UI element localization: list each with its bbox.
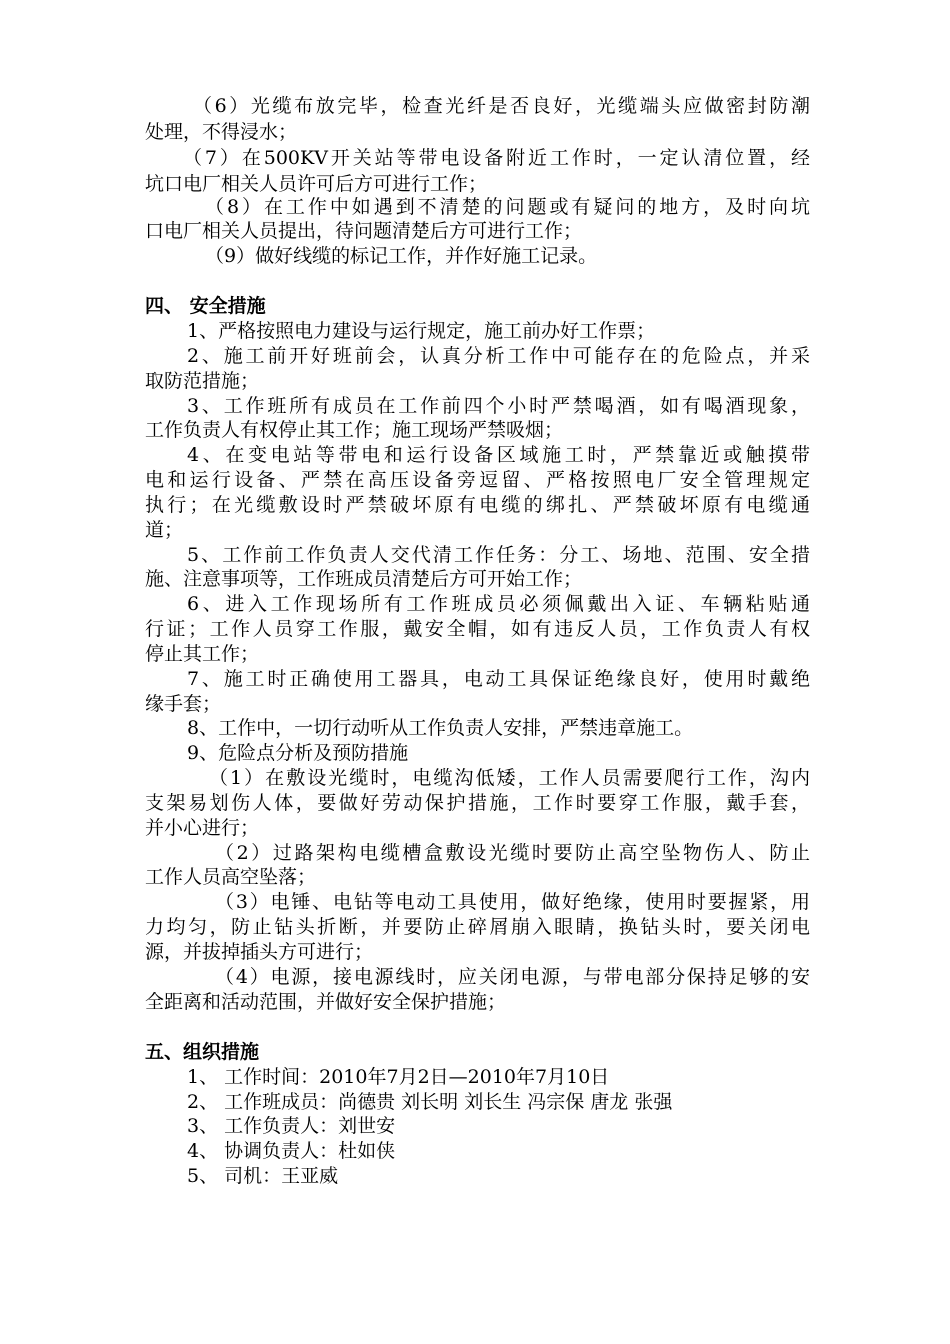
paragraph-line: 取防范措施； [145,370,260,392]
paragraph-line: 电和运行设备、严禁在高压设备旁逗留、严格按照电厂安全管理规定 [145,469,810,491]
paragraph-line: （3）电锤、电钻等电动工具使用，做好绝缘，使用时要握紧，用 [215,891,810,913]
paragraph-line: 1、严格按照电力建设与运行规定，施工前办好工作票； [187,320,656,342]
paragraph-line: 9、危险点分析及预防措施 [187,742,409,764]
paragraph-line: 支架易划伤人体，要做好劳动保护措施，工作时要穿工作服，戴手套， [145,792,810,814]
paragraph-line: 处理，不得浸水； [145,121,298,143]
paragraph-line: 口电厂相关人员提出，待问题清楚后方可进行工作； [145,220,583,242]
paragraph-line: 3、工作班所有成员在工作前四个小时严禁喝酒，如有喝酒现象， [187,395,810,417]
section-heading-organization: 五、组织措施 [145,1041,260,1063]
paragraph-line: 行证；工作人员穿工作服，戴安全帽，如有违反人员，工作负责人有权 [145,618,810,640]
paragraph-line: 2、施工前开好班前会，认真分析工作中可能存在的危险点，并采 [187,345,810,367]
paragraph-line: （1）在敷设光缆时，电缆沟低矮，工作人员需要爬行工作，沟内 [209,767,810,789]
paragraph-line: 施、注意事项等，工作班成员清楚后方可开始工作； [145,568,583,590]
paragraph-line: 道； [145,519,184,541]
paragraph-line: 4、在变电站等带电和运行设备区域施工时，严禁靠近或触摸带 [187,444,810,466]
section-heading-safety: 四、 安全措施 [145,295,266,317]
paragraph-line: 5、工作前工作负责人交代清工作任务：分工、场地、范围、安全措 [187,544,810,566]
paragraph-line: （7）在500KV开关站等带电设备附近工作时，一定认清位置，经 [183,147,810,169]
list-item: 3、 工作负责人：刘世安 [187,1115,396,1137]
paragraph-line: 停止其工作； [145,643,260,665]
paragraph-line: 执行；在光缆敷设时严禁破坏原有电缆的绑扎、严禁破坏原有电缆通 [145,494,810,516]
paragraph-line: 缘手套； [145,693,222,715]
list-item: 2、 工作班成员：尚德贵 刘长明 刘长生 冯宗保 唐龙 张强 [187,1091,673,1113]
paragraph-line: 7、施工时正确使用工器具，电动工具保证绝缘良好，使用时戴绝 [187,668,810,690]
paragraph-line: 8、工作中，一切行动听从工作负责人安排，严禁违章施工。 [187,717,694,739]
paragraph-line: 力均匀，防止钻头折断，并要防止碎屑崩入眼睛，换钻头时，要关闭电 [145,916,810,938]
paragraph-line: 坑口电厂相关人员许可后方可进行工作； [145,173,488,195]
list-item: 4、 协调负责人：杜如侠 [187,1140,396,1162]
paragraph-line: 源，并拔掉插头方可进行； [145,941,374,963]
paragraph-line: 并小心进行； [145,817,260,839]
paragraph-line: 工作人员高空坠落； [145,866,317,888]
paragraph-line: （9）做好线缆的标记工作，并作好施工记录。 [205,245,598,267]
paragraph-line: 全距离和活动范围，并做好安全保护措施； [145,991,507,1013]
paragraph-line: 工作负责人有权停止其工作；施工现场严禁吸烟； [145,419,564,441]
list-item: 1、 工作时间：2010年7月2日—2010年7月10日 [187,1066,610,1088]
paragraph-line: （6）光缆布放完毕，检查光纤是否良好，光缆端头应做密封防潮 [193,95,810,117]
paragraph-line: （2）过路架构电缆槽盒敷设光缆时要防止高空坠物伤人、防止 [215,842,810,864]
paragraph-line: （8）在工作中如遇到不清楚的问题或有疑问的地方，及时向坑 [205,196,810,218]
paragraph-line: 6、进入工作现场所有工作班成员必须佩戴出入证、车辆粘贴通 [187,593,810,615]
paragraph-line: （4）电源，接电源线时，应关闭电源，与带电部分保持足够的安 [215,966,810,988]
list-item: 5、 司机：王亚威 [187,1165,339,1187]
